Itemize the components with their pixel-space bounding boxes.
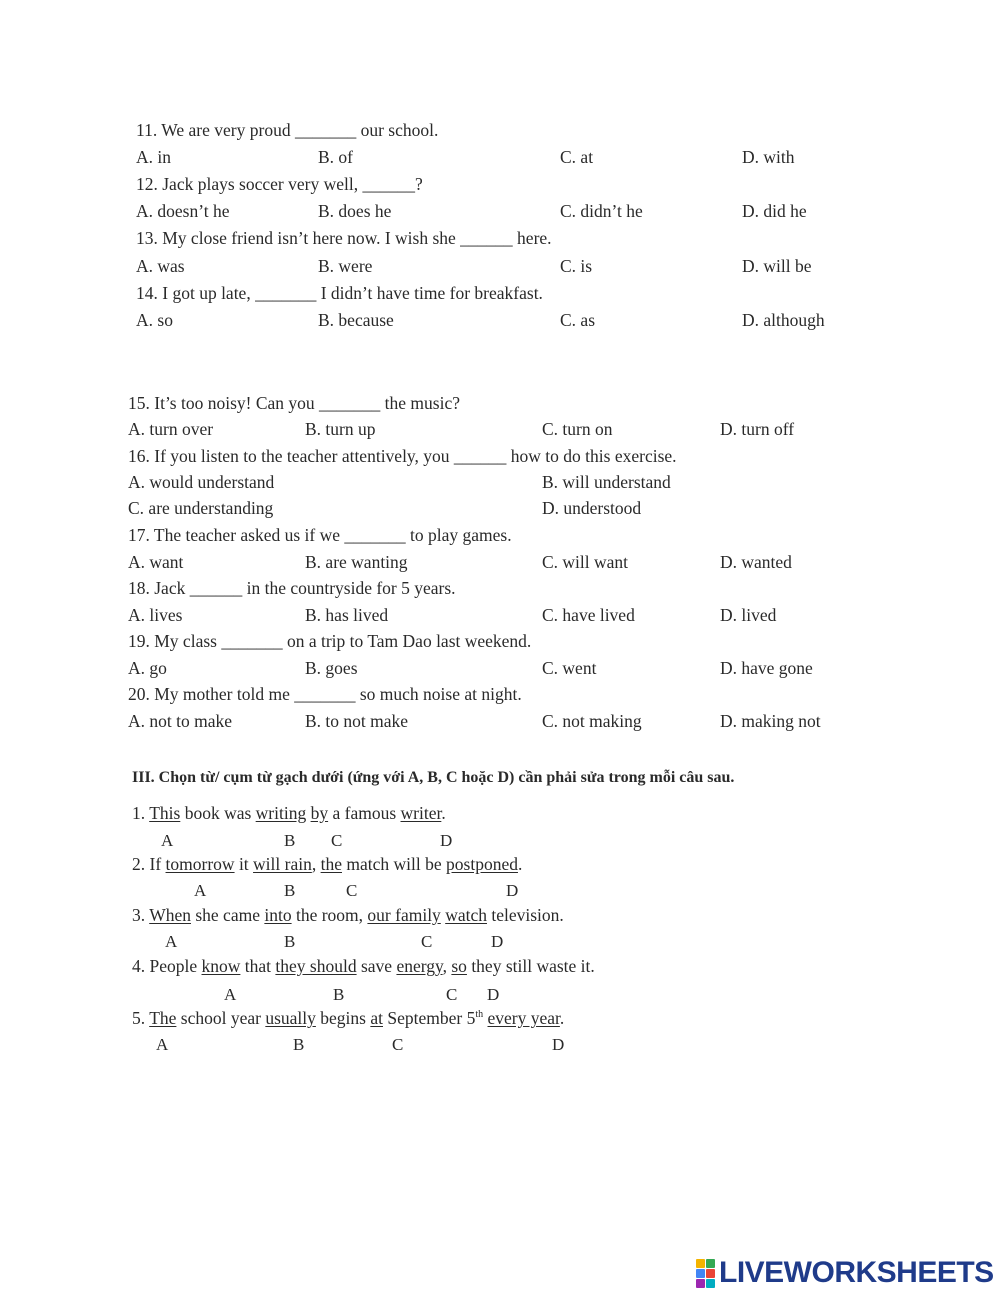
- sentence-text: television.: [486, 905, 564, 925]
- option-b[interactable]: B. does he: [318, 201, 392, 221]
- sentence-text: it: [234, 854, 254, 874]
- underlined-d[interactable]: writer: [400, 803, 442, 823]
- sentence-text: a famous: [328, 803, 401, 823]
- option-c[interactable]: C. turn on: [542, 419, 613, 439]
- superscript: th: [475, 1009, 484, 1021]
- logo-icon: [696, 1259, 715, 1288]
- sentence-text: she came: [190, 905, 265, 925]
- underlined-c[interactable]: our family: [367, 905, 441, 925]
- label-c: C: [346, 881, 358, 900]
- label-a: A: [194, 881, 207, 900]
- option-b[interactable]: B. has lived: [305, 605, 389, 625]
- option-c[interactable]: C. will want: [542, 552, 629, 572]
- sentence-text: save: [356, 956, 397, 976]
- option-c[interactable]: C. is: [560, 256, 593, 276]
- label-d: D: [487, 985, 500, 1004]
- label-c: C: [392, 1035, 404, 1054]
- option-d[interactable]: D. will be: [742, 256, 812, 276]
- underlined-b[interactable]: usually: [265, 1008, 316, 1028]
- underlined-b[interactable]: will rain: [253, 854, 312, 874]
- underlined-b[interactable]: they should: [275, 956, 357, 976]
- label-d: D: [491, 932, 504, 951]
- error-sentence-5: [132, 1010, 564, 1028]
- option-c[interactable]: C. have lived: [542, 605, 635, 625]
- option-b[interactable]: B. are wanting: [305, 552, 408, 572]
- sentence-text: .: [517, 854, 523, 874]
- label-b: B: [284, 831, 296, 850]
- option-b[interactable]: B. to not make: [305, 711, 409, 731]
- option-a[interactable]: A. turn over: [128, 419, 214, 439]
- option-c[interactable]: C. not making: [542, 711, 642, 731]
- option-a[interactable]: A. lives: [128, 605, 183, 625]
- label-a: A: [161, 831, 174, 850]
- underlined-a[interactable]: The: [149, 1008, 177, 1028]
- sentence-text: book was: [180, 803, 256, 823]
- sentence-text: .: [559, 1008, 565, 1028]
- question-text: 18. Jack ______ in the countryside for 5 years.: [128, 578, 456, 598]
- label-a: A: [165, 932, 178, 951]
- sentence-text: they still waste it.: [466, 956, 595, 976]
- question-text: 17. The teacher asked us if we _______ to play games.: [128, 525, 512, 545]
- underlined-a[interactable]: This: [149, 803, 181, 823]
- option-d[interactable]: D. turn off: [720, 419, 795, 439]
- label-b: B: [293, 1035, 305, 1054]
- sentence-text: ,: [311, 854, 321, 874]
- underlined-a[interactable]: When: [149, 905, 191, 925]
- underlined-a[interactable]: know: [201, 956, 241, 976]
- option-a[interactable]: A. so: [136, 310, 173, 330]
- underlined-d[interactable]: every year: [487, 1008, 560, 1028]
- option-c[interactable]: C. at: [560, 147, 594, 167]
- option-c[interactable]: C. went: [542, 658, 597, 678]
- sentence-text: 1.: [132, 803, 150, 823]
- error-sentence-1: [132, 805, 446, 823]
- underlined-c[interactable]: by: [310, 803, 329, 823]
- label-a: A: [224, 985, 237, 1004]
- logo-text: LIVEWORKSHEETS: [719, 1256, 994, 1289]
- option-b[interactable]: B. of: [318, 147, 353, 167]
- label-a: A: [156, 1035, 169, 1054]
- option-b[interactable]: B. because: [318, 310, 394, 330]
- label-b: B: [284, 932, 296, 951]
- sentence-text: the room,: [291, 905, 368, 925]
- underlined-d[interactable]: postponed: [446, 854, 518, 874]
- sentence-text: ,: [442, 956, 452, 976]
- sentence-text: school year: [176, 1008, 266, 1028]
- option-d[interactable]: D. wanted: [720, 552, 792, 572]
- option-a[interactable]: A. in: [136, 147, 171, 167]
- label-d: D: [440, 831, 453, 850]
- question-text: 12. Jack plays soccer very well, ______?: [136, 174, 423, 194]
- sentence-text: 3.: [132, 905, 150, 925]
- option-b[interactable]: B. goes: [305, 658, 358, 678]
- option-d[interactable]: D. although: [742, 310, 825, 330]
- question-text: 14. I got up late, _______ I didn’t have time for breakfast.: [136, 283, 543, 303]
- label-b: B: [284, 881, 296, 900]
- label-b: B: [333, 985, 345, 1004]
- label-c: C: [421, 932, 433, 951]
- question-text: 16. If you listen to the teacher attentively, you ______ how to do this exercise.: [128, 446, 677, 466]
- question-text: 13. My close friend isn’t here now. I wish she ______ here.: [136, 228, 552, 248]
- option-d[interactable]: D. understood: [542, 498, 642, 518]
- sentence-text: 5.: [132, 1008, 150, 1028]
- underlined-c[interactable]: the: [320, 854, 342, 874]
- label-d: D: [552, 1035, 565, 1054]
- question-text: 11. We are very proud _______ our school.: [136, 120, 439, 140]
- question-text: 20. My mother told me _______ so much noise at night.: [128, 684, 522, 704]
- label-d: D: [506, 881, 519, 900]
- sentence-text: begins: [315, 1008, 371, 1028]
- liveworksheets-logo: [696, 1256, 994, 1290]
- option-a[interactable]: A. go: [128, 658, 167, 678]
- label-c: C: [446, 985, 458, 1004]
- section-heading: III. Chọn từ/ cụm từ gạch dưới (ứng với A, B, C hoặc D) cần phải sửa trong mỗi câu sau.: [132, 769, 735, 786]
- option-a[interactable]: A. would understand: [128, 472, 275, 492]
- sentence-text: .: [441, 803, 446, 823]
- option-d[interactable]: D. lived: [720, 605, 777, 625]
- sentence-text: 4. People: [132, 956, 202, 976]
- underlined-b[interactable]: into: [264, 905, 292, 925]
- label-c: C: [331, 831, 343, 850]
- option-d[interactable]: D. did he: [742, 201, 807, 221]
- option-b[interactable]: B. were: [318, 256, 373, 276]
- option-a[interactable]: A. was: [136, 256, 185, 276]
- option-d[interactable]: D. have gone: [720, 658, 813, 678]
- option-a[interactable]: A. want: [128, 552, 184, 572]
- option-c[interactable]: C. as: [560, 310, 595, 330]
- option-a[interactable]: A. not to make: [128, 711, 233, 731]
- option-c[interactable]: C. didn’t he: [560, 201, 643, 221]
- error-sentence-3: [132, 907, 564, 925]
- underlined-d[interactable]: so: [451, 956, 467, 976]
- underlined-d[interactable]: watch: [445, 905, 487, 925]
- sentence-text: 2. If: [132, 854, 166, 874]
- option-b[interactable]: B. turn up: [305, 419, 376, 439]
- error-sentence-2: [132, 856, 522, 874]
- underlined-b[interactable]: writing: [255, 803, 307, 823]
- underlined-c[interactable]: at: [370, 1008, 383, 1028]
- sentence-text: September 5: [383, 1008, 476, 1028]
- option-a[interactable]: A. doesn’t he: [136, 201, 230, 221]
- option-b[interactable]: B. will understand: [542, 472, 671, 492]
- sentence-text: match will be: [342, 854, 447, 874]
- option-d[interactable]: D. making not: [720, 711, 821, 731]
- option-d[interactable]: D. with: [742, 147, 795, 167]
- underlined-c[interactable]: energy: [396, 956, 443, 976]
- option-c[interactable]: C. are understanding: [128, 498, 274, 518]
- underlined-a[interactable]: tomorrow: [165, 854, 235, 874]
- question-text: 19. My class _______ on a trip to Tam Dao last weekend.: [128, 631, 532, 651]
- question-text: 15. It’s too noisy! Can you _______ the music?: [128, 393, 460, 413]
- error-sentence-4: [132, 958, 595, 976]
- sentence-text: that: [240, 956, 276, 976]
